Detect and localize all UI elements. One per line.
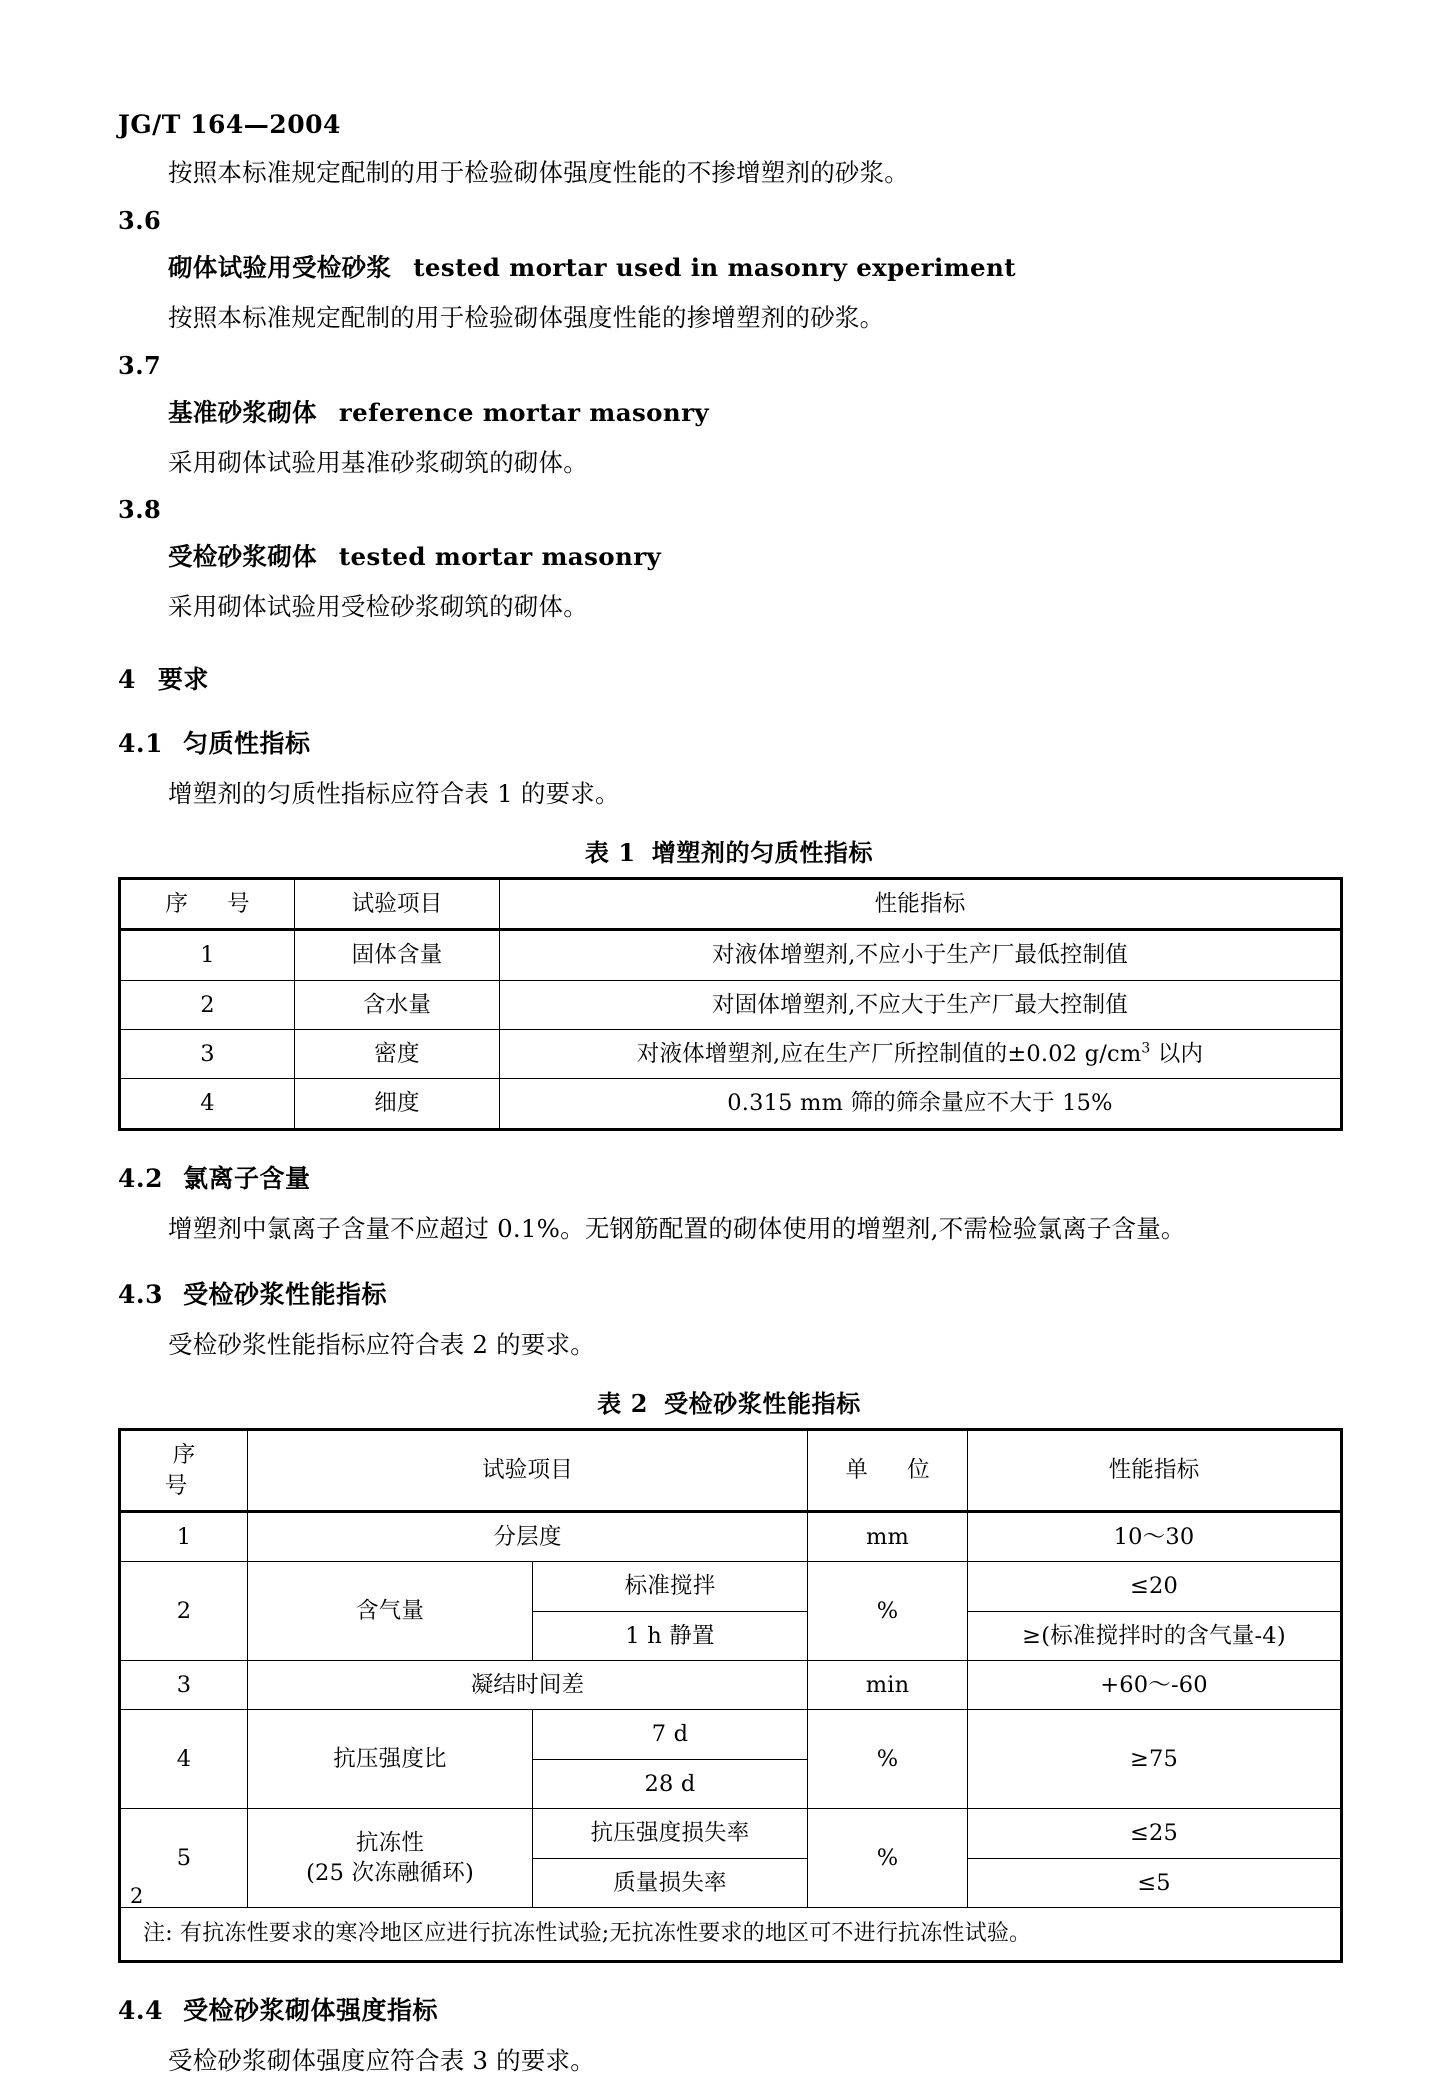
table-row (120, 1079, 1342, 1129)
subsection-number-41: 4.1 (118, 729, 163, 758)
section-heading-4 (118, 660, 1340, 696)
table1-r1-item: 固体含量 (295, 930, 500, 980)
table1-r1-no: 1 (120, 930, 295, 980)
clause-number-36: 3.6 (118, 205, 162, 235)
subsection-body-41: 增塑剂的匀质性指标应符合表 1 的要求。 (168, 779, 620, 808)
table2-r2-no: 2 (120, 1562, 248, 1661)
page-content (118, 0, 1340, 2079)
subsection-heading-42 (118, 1159, 1340, 1195)
table2-r5-spec-1: ≤25 (968, 1809, 1342, 1858)
table2-caption-title: 受检砂浆性能指标 (664, 1389, 861, 1419)
page-number: 2 (130, 1884, 144, 1908)
table-row (120, 930, 1342, 980)
table1-r3-spec (500, 1029, 1342, 1078)
table2-col-header-item: 试验项目 (248, 1430, 808, 1512)
table1-col-header-no: 序 号 (120, 878, 295, 929)
table-row (120, 980, 1342, 1029)
subsection-body-43: 受检砂浆性能指标应符合表 2 的要求。 (168, 1330, 595, 1360)
table1-r1-spec: 对液体增塑剂,不应小于生产厂最低控制值 (500, 930, 1342, 980)
subsection-title-44: 受检砂浆砌体强度指标 (183, 1995, 439, 2025)
table1-r2-item: 含水量 (295, 980, 500, 1029)
subsection-title-41: 匀质性指标 (183, 729, 311, 758)
subsection-body-44: 受检砂浆砌体强度应符合表 3 的要求。 (168, 2045, 595, 2075)
table2-r2-item: 含气量 (248, 1562, 533, 1661)
section-number-4: 4 (118, 665, 136, 694)
table2-note: 注: 有抗冻性要求的寒冷地区应进行抗冻性试验;无抗冻性要求的地区可不进行抗冻性试验。 (120, 1907, 1342, 1961)
table1-caption-label: 表 1 (584, 837, 636, 867)
table2-caption (118, 1384, 1340, 1419)
table1-r3-no: 3 (120, 1029, 295, 1078)
table2-col-header-spec: 性能指标 (968, 1430, 1342, 1512)
table2-caption-label: 表 2 (597, 1389, 649, 1419)
table2-r2-spec-1: ≤20 (968, 1562, 1342, 1611)
table1-caption-title: 增塑剂的匀质性指标 (651, 837, 874, 867)
table2-r1-item: 分层度 (248, 1511, 808, 1561)
table1-r3-item: 密度 (295, 1029, 500, 1078)
definition-text-37: 采用砌体试验用基准砂浆砌筑的砌体。 (168, 447, 588, 477)
table1-r2-no: 2 (120, 980, 295, 1029)
table-row (120, 1511, 1342, 1561)
subsection-number-44: 4.4 (118, 1995, 163, 2025)
definition-text-35: 按照本标准规定配制的用于检验砌体强度性能的不掺增塑剂的砂浆。 (168, 158, 909, 187)
section-title-4: 要求 (157, 665, 209, 694)
table2-r3-no: 3 (120, 1661, 248, 1710)
subsection-body-42: 增塑剂中氯离子含量不应超过 0.1%。无钢筋配置的砌体使用的增塑剂,不需检验氯离子含量。 (168, 1213, 1186, 1243)
table2-r4-unit: % (808, 1710, 968, 1809)
table2-r5-item-line2: (25 次冻融循环) (306, 1860, 474, 1886)
clause-number-37: 3.7 (118, 350, 162, 380)
term-37 (118, 394, 1340, 429)
table2-r4-no: 4 (120, 1710, 248, 1809)
table1-r3-spec-prefix: 对液体增塑剂,应在生产厂所控制值的±0.02 g/cm (636, 1040, 1142, 1067)
definition-text-38: 采用砌体试验用受检砂浆砌筑的砌体。 (168, 592, 588, 622)
table1-r2-spec: 对固体增塑剂,不应大于生产厂最大控制值 (500, 980, 1342, 1029)
table-row (120, 1029, 1342, 1078)
table2-r5-item-line1: 抗冻性 (355, 1829, 425, 1856)
table2-r2-sub-1: 标准搅拌 (533, 1562, 808, 1611)
table2-r1-spec: 10～30 (968, 1511, 1342, 1561)
clause-number-38: 3.8 (118, 495, 162, 525)
table1-header-row (120, 878, 1342, 929)
subsection-heading-43 (118, 1275, 1340, 1311)
table2-r4-spec: ≥75 (968, 1710, 1342, 1809)
table-row (120, 1809, 1342, 1858)
subsection-title-43: 受检砂浆性能指标 (183, 1280, 388, 1310)
table1-col-header-spec: 性能指标 (500, 878, 1342, 929)
table2-r4-sub-1: 7 d (533, 1710, 808, 1759)
standard-code-header: JG/T 164—2004 (118, 110, 341, 139)
table2-r5-item (248, 1809, 533, 1908)
term-cn-36: 砌体试验用受检砂浆 (168, 252, 392, 282)
table1-r4-item: 细度 (295, 1079, 500, 1129)
table2-r2-spec-2: ≥(标准搅拌时的含气量-4) (968, 1611, 1342, 1660)
table2-r3-spec: +60～-60 (968, 1661, 1342, 1710)
table1-r4-spec: 0.315 mm 筛的筛余量应不大于 15% (500, 1079, 1342, 1129)
table1-col-header-item: 试验项目 (295, 878, 500, 929)
table1-r4-no: 4 (120, 1079, 295, 1129)
table2-r5-spec-2: ≤5 (968, 1858, 1342, 1907)
table2-r4-sub-2: 28 d (533, 1759, 808, 1808)
table2-r3-unit: min (808, 1661, 968, 1710)
term-cn-38: 受检砂浆砌体 (168, 542, 317, 572)
table2-r1-no: 1 (120, 1511, 248, 1561)
table1-caption (118, 833, 1340, 868)
table2-r2-unit: % (808, 1562, 968, 1661)
table2-col-header-no: 序 号 (120, 1430, 248, 1512)
table1-r3-spec-sup: 3 (1141, 1040, 1151, 1057)
term-cn-37: 基准砂浆砌体 (168, 397, 317, 427)
table-row (120, 1661, 1342, 1710)
table2-col-header-unit: 单 位 (808, 1430, 968, 1512)
subsection-number-42: 4.2 (118, 1163, 163, 1193)
table-row (120, 1562, 1342, 1611)
table2-r5-sub-2: 质量损失率 (533, 1858, 808, 1907)
table-2 (118, 1428, 1343, 1962)
table2-note-row (120, 1907, 1342, 1961)
term-36 (118, 249, 1340, 284)
table2-r5-unit: % (808, 1809, 968, 1908)
table1-r3-spec-suffix: 以内 (1150, 1040, 1204, 1067)
definition-text-36: 按照本标准规定配制的用于检验砌体强度性能的掺增塑剂的砂浆。 (168, 302, 885, 332)
table2-r5-no: 5 (120, 1809, 248, 1908)
term-en-38: tested mortar masonry (338, 542, 662, 572)
subsection-heading-44 (118, 1991, 1340, 2027)
term-en-37: reference mortar masonry (338, 397, 710, 427)
term-38 (118, 538, 1340, 573)
subsection-title-42: 氯离子含量 (183, 1163, 311, 1193)
term-en-36: tested mortar used in masonry experiment (413, 252, 1016, 282)
table-1 (118, 877, 1343, 1131)
table2-r4-item: 抗压强度比 (248, 1710, 533, 1809)
table2-r5-sub-1: 抗压强度损失率 (533, 1809, 808, 1858)
subsection-heading-41 (118, 724, 1340, 760)
table2-header-row (120, 1430, 1342, 1512)
subsection-number-43: 4.3 (118, 1280, 163, 1310)
table2-r1-unit: mm (808, 1511, 968, 1561)
table2-r3-item: 凝结时间差 (248, 1661, 808, 1710)
table-row (120, 1710, 1342, 1759)
table2-r2-sub-2: 1 h 静置 (533, 1611, 808, 1660)
